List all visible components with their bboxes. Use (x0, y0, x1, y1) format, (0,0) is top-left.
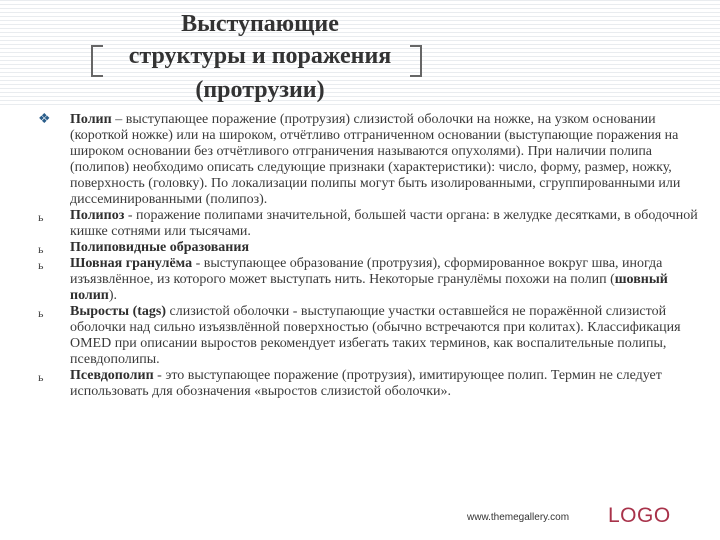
diamond-bullet-icon: ❖ (38, 112, 51, 127)
definition: – выступающее поражение (протрузия) слизистой оболочки на ножке, на узком основании (короткой ножке) или на широком, отчётливо отграниченном основании (выступающие поражения на широком основании без отчётливого отграничения называются опухолями). При наличии полипа (полипов) необходимо описать следующие признаки (характеристики): число, форму, размер, ножку, поверхность (головку). По локализации полипы могут быть изолированными, сгруппированными или диссеминированными (полипоз). (70, 112, 681, 207)
list-item-pseudopolyp (38, 368, 698, 400)
term-tags: (tags) (132, 304, 167, 319)
term-secondary: шовный полип (70, 272, 668, 303)
definition: - поражение полипами значительной, большей части органа: в желудке десятками, в ободочной кишке сотнями или тысячами. (70, 208, 698, 239)
term: Полиповидные образования (70, 240, 250, 255)
definition: - это выступающее поражение (протрузия), имитирующее полип. Термин не следует использовать для обозначения «выростов слизистой оболочки». (70, 368, 662, 399)
term: Шовная гранулёма (70, 256, 193, 271)
definition: - выступающее образование (протрузия), сформированное вокруг шва, иногда изъязвлённое, из которого может выступать нить. Некоторые гранулёмы похожи на полип ( (70, 256, 663, 287)
bullet-marker: ь (38, 210, 44, 224)
term: Полипоз (70, 208, 125, 223)
title-bracket-left (91, 45, 103, 77)
bullet-marker: ь (38, 306, 44, 320)
bullet-list (38, 112, 698, 400)
slide-title (0, 4, 520, 108)
definition: слизистой оболочки - выступающие участки оставшейся не поражённой слизистой оболочки над сильно изъязвлённой поверхностью (обычно встречаются при колитах). Классификация OMED при описании выростов рекомендует избегать таких терминов, как воспалительные полипы, псевдополипы. (70, 304, 681, 367)
bullet-marker: ь (38, 258, 44, 272)
title-line-1: Выступающие (181, 11, 339, 37)
title-line-3: (протрузии) (195, 77, 325, 103)
definition-end: ). (108, 288, 118, 303)
term: Псевдополип (70, 368, 154, 383)
bullet-marker: ь (38, 242, 44, 256)
title-bracket-right (410, 45, 422, 77)
term: Полип (70, 112, 112, 127)
title-line-2: структуры и поражения (128, 43, 392, 69)
list-item-polyposis (38, 208, 698, 240)
list-item-suture-granuloma (38, 256, 698, 304)
logo: LOGO (608, 504, 671, 527)
list-item-tags (38, 304, 698, 368)
term: Выросты (70, 304, 130, 319)
bullet-marker: ь (38, 370, 44, 384)
footer-url: www.themegallery.com (467, 512, 570, 523)
list-item-polypoid (38, 240, 698, 256)
list-item-polyp (38, 112, 698, 208)
